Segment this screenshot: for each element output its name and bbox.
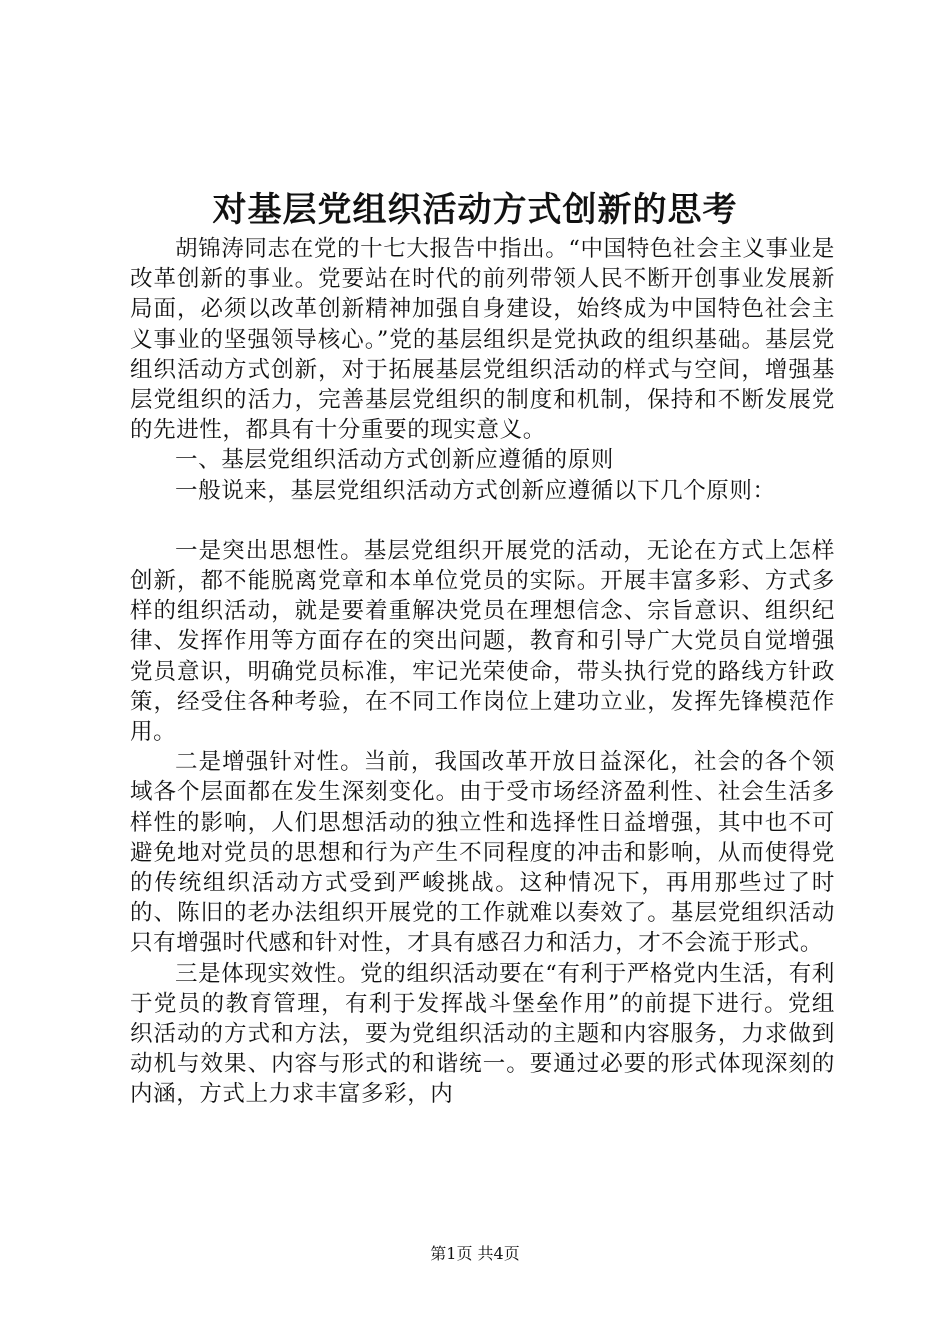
- paragraph-principle-two: 二是增强针对性。当前，我国改革开放日益深化，社会的各个领域各个层面都在发生深刻变化。由于受市场经济盈利性、社会生活多样性的影响，人们思想活动的独立性和选择性日益增强，其中也不可避免地对党员的思想和行为产生不同程度的冲击和影响，从而使得党的传统组织活动方式受到严峻挑战。这种情况下，再用那些过了时的、陈旧的老办法组织开展党的工作就难以奏效了。基层党组织活动只有增强时代感和针对性，才具有感召力和活力，才不会流于形式。: [130, 749, 835, 957]
- paragraph-intro: 胡锦涛同志在党的十七大报告中指出。“中国特色社会主义事业是改革创新的事业。党要站在时代的前列带领人民不断开创事业发展新局面，必须以改革创新精神加强自身建设，始终成为中国特色社会主义事业的坚强领导核心。”党的基层组织是党执政的组织基础。基层党组织活动方式创新，对于拓展基层党组织活动的样式与空间，增强基层党组织的活力，完善基层党组织的制度和机制，保持和不断发展党的先进性，都具有十分重要的现实意义。: [130, 236, 835, 444]
- paragraph-principles-lead: 一般说来，基层党组织活动方式创新应遵循以下几个原则：: [175, 477, 776, 504]
- document-title: 对基层党组织活动方式创新的思考: [212, 190, 738, 230]
- paragraph-principle-three: 三是体现实效性。党的组织活动要在“有利于严格党内生活，有利于党员的教育管理，有利于发挥战斗堡垒作用”的前提下进行。党组织活动的方式和方法，要为党组织活动的主题和内容服务，力求做到动机与效果、内容与形式的和谐统一。要通过必要的形式体现深刻的内涵，方式上力求丰富多彩，内: [130, 960, 835, 1108]
- document-body: [130, 234, 835, 1110]
- paragraph-principle-one: 一是突出思想性。基层党组织开展党的活动，无论在方式上怎样创新，都不能脱离党章和本单位党员的实际。开展丰富多彩、方式多样的组织活动，就是要着重解决党员在理想信念、宗旨意识、组织纪律、发挥作用等方面存在的突出问题，教育和引导广大党员自觉增强党员意识，明确党员标准，牢记光荣使命，带头执行党的路线方针政策，经受住各种考验，在不同工作岗位上建功立业，发挥先锋模范作用。: [130, 537, 835, 746]
- blank-line: [130, 506, 835, 536]
- section-heading-principles: 一、基层党组织活动方式创新应遵循的原则: [175, 447, 614, 474]
- page-number-footer: 第1页 共4页: [430, 1244, 520, 1263]
